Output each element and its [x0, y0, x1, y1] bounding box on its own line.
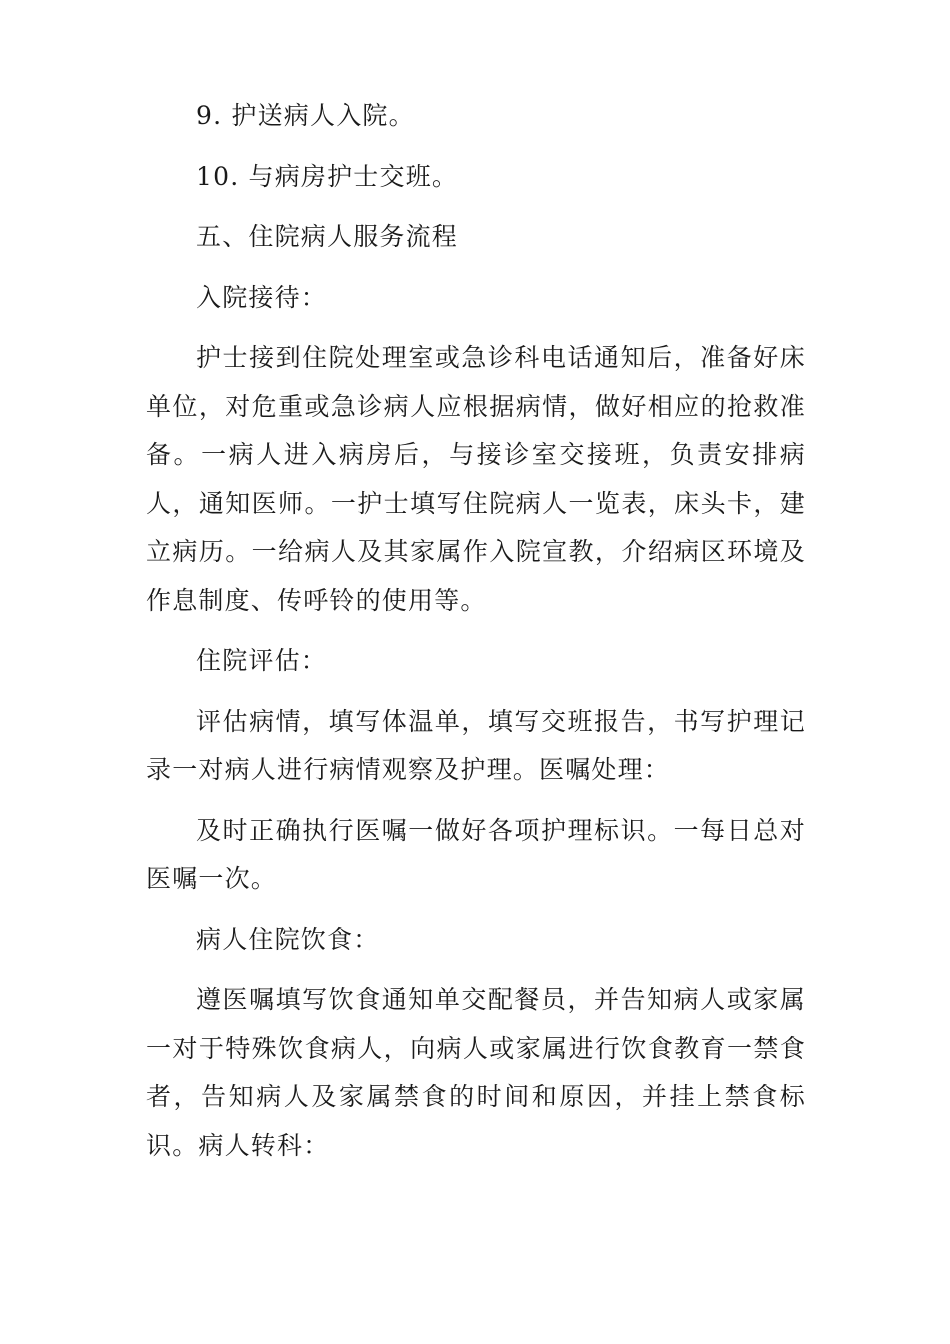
label-admission-reception: 入院接待： — [196, 282, 328, 312]
document-body — [146, 92, 806, 1182]
list-item-10: 10. 与病房护士交班。 — [196, 161, 459, 191]
paragraph-inpatient-assessment: 评估病情，填写体温单，填写交班报告，书写护理记录一对病人进行病情观察及护理。医嘱处理： — [146, 706, 806, 784]
list-item-9: 9. 护送病人入院。 — [196, 101, 415, 130]
paragraph-admission-reception: 护士接到住院处理室或急诊科电话通知后，准备好床单位，对危重或急诊病人应根据病情，做好相应的抢救准备。一病人进入病房后，与接诊室交接班，负责安排病人，通知医师。一护士填写住院病人一览表，床头卡，建立病历。一给病人及其家属作入院宣教，介绍病区环境及作息制度、传呼铃的使用等。 — [146, 343, 806, 615]
label-inpatient-diet: 病人住院饮食： — [196, 924, 380, 954]
paragraph-inpatient-diet: 遵医嘱填写饮食通知单交配餐员，并告知病人或家属一对于特殊饮食病人，向病人或家属进行饮食教育一禁食者，告知病人及家属禁食的时间和原因，并挂上禁食标识。病人转科： — [146, 985, 806, 1160]
label-inpatient-assessment: 住院评估： — [196, 646, 328, 675]
section-heading: 五、住院病人服务流程 — [196, 222, 459, 251]
paragraph-order-execution: 及时正确执行医嘱一做好各项护理标识。一每日总对医嘱一次。 — [146, 815, 806, 893]
